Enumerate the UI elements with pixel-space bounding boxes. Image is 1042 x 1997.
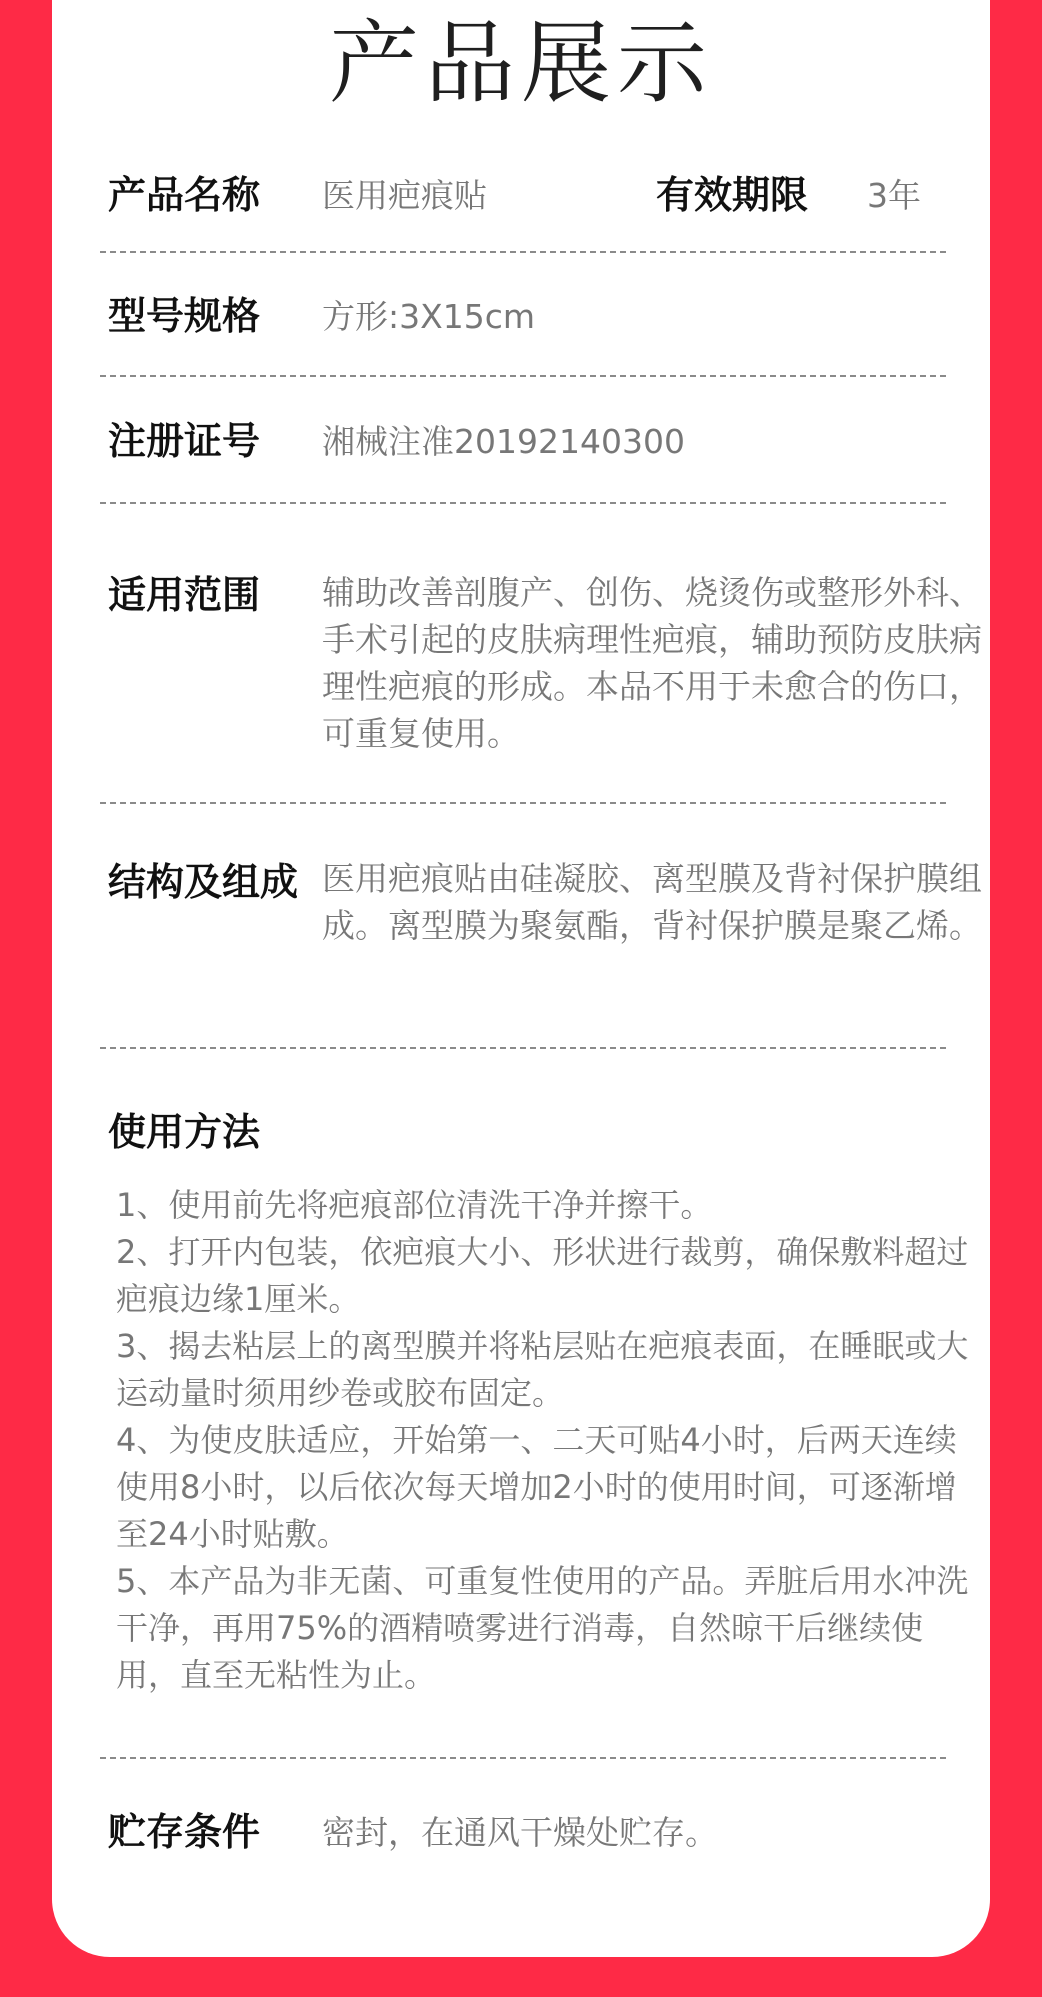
usage-step: 1、使用前先将疤痕部位清洗干净并擦干。 bbox=[116, 1186, 713, 1224]
scope-label: 适用范围 bbox=[108, 573, 261, 617]
page-title: 产品展示 bbox=[329, 11, 713, 116]
scope-value: 辅助改善剖腹产、创伤、烧烫伤或整形外科、手术引起的皮肤病理性疤痕，辅助预防皮肤病理性疤痕的形成。本品不用于未愈合的伤口，可重复使用。 bbox=[322, 573, 982, 753]
registration-value: 湘械注准20192140300 bbox=[322, 422, 685, 461]
product-name-value: 医用疤痕贴 bbox=[322, 176, 487, 215]
usage-step: 2、打开内包装，依疤痕大小、形状进行裁剪，确保敷料超过疤痕边缘1厘米。 bbox=[116, 1233, 969, 1318]
divider bbox=[100, 251, 946, 253]
storage-label: 贮存条件 bbox=[108, 1810, 261, 1854]
usage-step: 5、本产品为非无菌、可重复性使用的产品。弄脏后用水冲洗干净，再用75%的酒精喷雾进行消毒，自然晾干后继续使用，直至无粘性为止。 bbox=[116, 1562, 969, 1694]
storage-value: 密封，在通风干燥处贮存。 bbox=[322, 1813, 718, 1852]
divider bbox=[100, 1047, 946, 1049]
usage-steps bbox=[116, 1182, 976, 1699]
usage-step: 3、揭去粘层上的离型膜并将粘层贴在疤痕表面，在睡眠或大运动量时须用纱卷或胶布固定。 bbox=[116, 1327, 969, 1412]
divider bbox=[100, 375, 946, 377]
divider bbox=[100, 1757, 946, 1759]
usage-step: 4、为使皮肤适应，开始第一、二天可贴4小时，后两天连续使用8小时，以后依次每天增加2小时的使用时间，可逐渐增至24小时贴敷。 bbox=[116, 1421, 957, 1553]
validity-label: 有效期限 bbox=[656, 173, 809, 217]
product-info-card bbox=[52, 0, 990, 1957]
product-name-label: 产品名称 bbox=[108, 173, 261, 217]
usage-label: 使用方法 bbox=[108, 1110, 261, 1154]
divider bbox=[100, 502, 946, 504]
structure-value: 医用疤痕贴由硅凝胶、离型膜及背衬保护膜组成。离型膜为聚氨酯，背衬保护膜是聚乙烯。 bbox=[322, 859, 982, 945]
registration-label: 注册证号 bbox=[108, 419, 261, 463]
model-value: 方形:3X15cm bbox=[322, 297, 536, 336]
structure-label: 结构及组成 bbox=[108, 860, 299, 904]
validity-value: 3年 bbox=[867, 176, 921, 215]
model-label: 型号规格 bbox=[108, 294, 261, 338]
divider bbox=[100, 802, 946, 804]
